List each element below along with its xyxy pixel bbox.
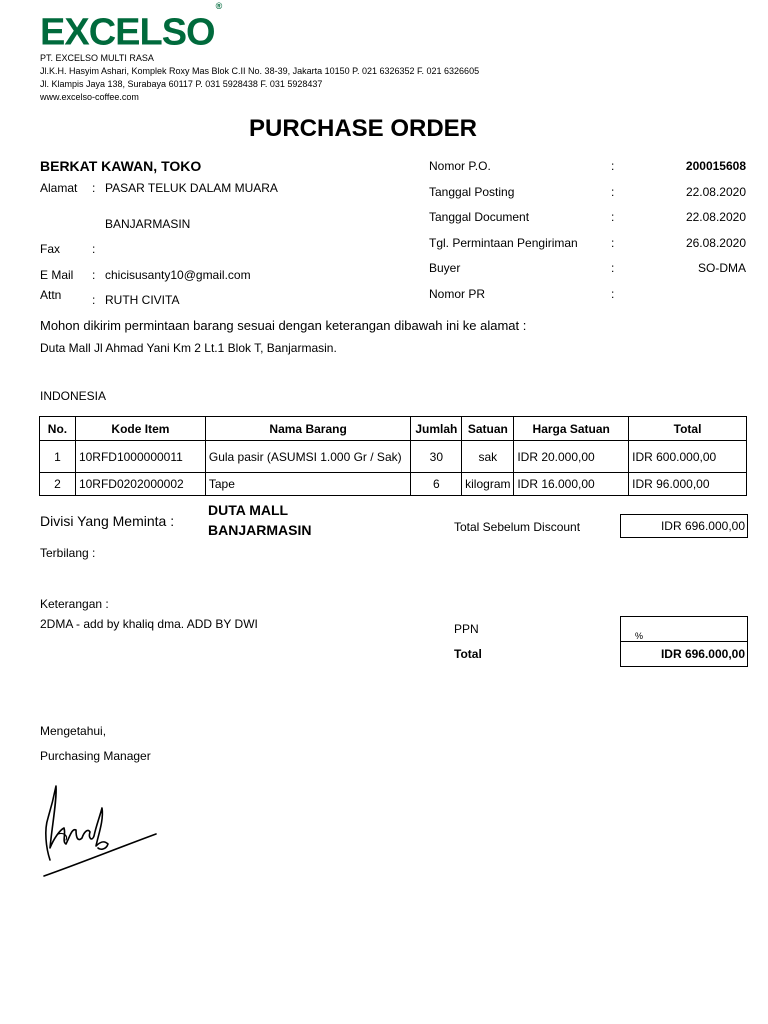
posting-date-colon: : <box>611 185 615 199</box>
email-label: E Mail <box>40 268 74 282</box>
posting-date-label: Tanggal Posting <box>429 185 515 199</box>
row-no: 2 <box>40 473 76 496</box>
row-satuan: sak <box>462 441 514 473</box>
buyer-colon: : <box>611 261 615 275</box>
row-no: 1 <box>40 441 76 473</box>
company-address-1: Jl.K.H. Hasyim Ashari, Komplek Roxy Mas Blok C.II No. 38-39, Jakarta 10150 P. 021 6326352 F. 021 6326605 <box>40 66 480 76</box>
divisi-value-line2: BANJARMASIN <box>208 522 312 538</box>
posting-date-value: 22.08.2020 <box>685 185 746 199</box>
fax-label: Fax <box>40 242 61 256</box>
subtotal-label: Total Sebelum Discount <box>454 520 581 534</box>
po-number-colon: : <box>611 159 615 173</box>
alamat-label: Alamat <box>40 181 78 195</box>
alamat-line2: BANJARMASIN <box>105 217 191 231</box>
header-nama-barang: Nama Barang <box>205 417 410 441</box>
email-colon: : <box>92 268 96 282</box>
company-logo <box>40 1 222 54</box>
row-nama-barang: Tape <box>205 473 410 496</box>
row-nama-barang: Gula pasir (ASUMSI 1.000 Gr / Sak) <box>205 441 410 473</box>
row-kode-item: 10RFD1000000011 <box>75 441 205 473</box>
document-date-colon: : <box>611 210 615 224</box>
company-address-2: Jl. Klampis Jaya 138, Surabaya 60117 P. 031 5928438 F. 031 5928437 <box>40 79 323 89</box>
row-harga-satuan: IDR 20.000,00 <box>514 441 629 473</box>
attn-value: RUTH CIVITA <box>105 293 180 307</box>
divisi-value-line1: DUTA MALL <box>208 502 289 518</box>
table-header-row <box>40 417 747 441</box>
header-no: No. <box>40 417 76 441</box>
row-total: IDR 96.000,00 <box>629 473 747 496</box>
approval-mengetahui: Mengetahui, <box>40 724 107 738</box>
row-jumlah: 6 <box>411 473 462 496</box>
po-number-label: Nomor P.O. <box>429 159 491 173</box>
row-jumlah: 30 <box>411 441 462 473</box>
header-harga-satuan: Harga Satuan <box>514 417 629 441</box>
items-table <box>39 416 747 496</box>
approval-title: Purchasing Manager <box>40 749 151 763</box>
ppn-label: PPN <box>454 622 479 636</box>
delivery-date-label: Tgl. Permintaan Pengiriman <box>429 236 578 250</box>
company-name: PT. EXCELSO MULTI RASA <box>40 53 154 63</box>
total-value: IDR 696.000,00 <box>620 641 748 667</box>
header-jumlah: Jumlah <box>411 417 462 441</box>
ppn-value: % <box>635 631 644 641</box>
attn-colon: : <box>92 293 96 307</box>
document-title: PURCHASE ORDER <box>248 115 478 142</box>
delivery-request-text: Mohon dikirim permintaan barang sesuai dengan keterangan dibawah ini ke alamat : <box>40 318 527 333</box>
registered-mark: ® <box>215 1 222 11</box>
buyer-label: Buyer <box>429 261 461 275</box>
document-date-label: Tanggal Document <box>429 210 530 224</box>
pr-number-colon: : <box>611 287 615 301</box>
company-website: www.excelso-coffee.com <box>40 92 139 102</box>
alamat-colon: : <box>92 181 96 195</box>
po-number-value: 200015608 <box>685 159 746 173</box>
fax-colon: : <box>92 242 96 256</box>
delivery-date-colon: : <box>611 236 615 250</box>
row-satuan: kilogram <box>462 473 514 496</box>
row-harga-satuan: IDR 16.000,00 <box>514 473 629 496</box>
buyer-value: SO-DMA <box>698 261 746 275</box>
keterangan-label: Keterangan : <box>40 597 109 611</box>
row-kode-item: 10RFD0202000002 <box>75 473 205 496</box>
header-total: Total <box>629 417 747 441</box>
delivery-country: INDONESIA <box>40 389 107 403</box>
table-row <box>40 473 747 496</box>
terbilang-label: Terbilang : <box>40 546 96 560</box>
row-total: IDR 600.000,00 <box>629 441 747 473</box>
delivery-date-value: 26.08.2020 <box>685 236 746 250</box>
document-date-value: 22.08.2020 <box>685 210 746 224</box>
total-label: Total <box>454 647 482 661</box>
header-kode-item: Kode Item <box>75 417 205 441</box>
email-value: chicisusanty10@gmail.com <box>105 268 251 282</box>
subtotal-value: IDR 696.000,00 <box>620 514 748 538</box>
header-satuan: Satuan <box>462 417 514 441</box>
delivery-address: Duta Mall Jl Ahmad Yani Km 2 Lt.1 Blok T, Banjarmasin. <box>40 341 337 355</box>
pr-number-label: Nomor PR <box>429 287 486 301</box>
attn-label: Attn <box>40 288 62 302</box>
alamat-line1: PASAR TELUK DALAM MUARA <box>105 181 278 195</box>
logo-text: EXCELSO <box>40 11 215 54</box>
divisi-label: Divisi Yang Meminta : <box>40 513 175 529</box>
table-row <box>40 441 747 473</box>
vendor-name: BERKAT KAWAN, TOKO <box>40 158 202 174</box>
ppn-box <box>620 616 748 642</box>
signature-image <box>38 778 163 880</box>
keterangan-value: 2DMA - add by khaliq dma. ADD BY DWI <box>40 617 258 631</box>
